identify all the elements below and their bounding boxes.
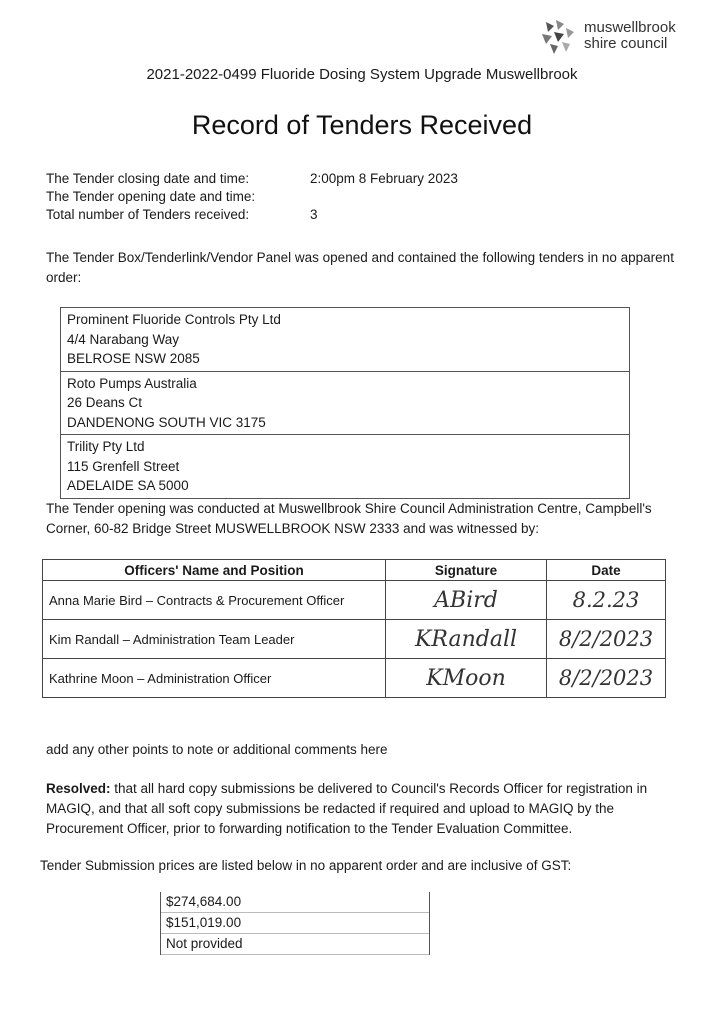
officers-header-row <box>43 560 666 581</box>
tenders-table <box>60 307 630 499</box>
tender-street: 4/4 Narabang Way <box>67 331 180 347</box>
officer-name: Anna Marie Bird – Contracts & Procurement Officer <box>43 581 386 620</box>
closing-value: 2:00pm 8 February 2023 <box>310 171 458 186</box>
logo-line-2: shire council <box>584 35 668 52</box>
table-row <box>43 581 666 620</box>
resolved-text: that all hard copy submissions be delivered to Council's Records Officer for registration in MAGIQ, and that all soft copy submissions be redacted if required and upload to MAGIQ by the Procurement Officer, prior to forwarding notification to the Tender Evaluation Committee. <box>46 781 648 836</box>
tender-street: 26 Deans Ct <box>67 395 143 410</box>
col-header-date: Date <box>547 560 666 581</box>
tender-name: Prominent Fluoride Controls Pty Ltd <box>67 312 281 327</box>
signed-date: 8/2/2023 <box>547 620 666 659</box>
resolved-paragraph <box>46 779 676 839</box>
price-entry: Not provided <box>161 934 429 955</box>
signature: KRandall <box>386 620 547 659</box>
officer-name: Kim Randall – Administration Team Leader <box>43 620 386 659</box>
tender-info <box>0 171 724 231</box>
prices-intro: Tender Submission prices are listed below in no apparent order and are inclusive of GST: <box>40 858 572 873</box>
tender-entry <box>61 308 629 372</box>
signature: KMoon <box>386 659 547 698</box>
tender-entry <box>61 372 629 436</box>
total-label: Total number of Tenders received: <box>46 207 250 222</box>
intro-paragraph: The Tender Box/Tenderlink/Vendor Panel was opened and contained the following tenders in no apparent order: <box>46 250 674 285</box>
price-entry: $151,019.00 <box>161 913 429 934</box>
logo-line-1: muswellbrook <box>584 19 676 36</box>
table-row <box>43 659 666 698</box>
col-header-name: Officers' Name and Position <box>43 560 386 581</box>
page-title: Record of Tenders Received <box>191 110 533 140</box>
opening-label: The Tender opening date and time: <box>46 189 256 204</box>
table-row <box>43 620 666 659</box>
tender-city: ADELAIDE SA 5000 <box>67 478 189 493</box>
council-logo <box>538 18 698 58</box>
logo-mark-icon <box>538 18 582 58</box>
officers-table <box>42 559 666 698</box>
notes-line: add any other points to note or additional comments here <box>46 742 388 757</box>
witness-paragraph: The Tender opening was conducted at Muswellbrook Shire Council Administration Centre, Campbell's Corner, 60-82 Bridge Street MUSWELLBROOK NSW 2333 and was witnessed by: <box>46 501 652 536</box>
prices-list <box>160 892 430 955</box>
project-title: 2021-2022-0499 Fluoride Dosing System Upgrade Muswellbrook <box>146 66 578 83</box>
tender-city: DANDENONG SOUTH VIC 3175 <box>67 414 266 430</box>
closing-label: The Tender closing date and time: <box>46 171 250 186</box>
price-entry: $274,684.00 <box>161 892 429 913</box>
signed-date: 8/2/2023 <box>547 659 666 698</box>
officer-name: Kathrine Moon – Administration Officer <box>43 659 386 698</box>
tender-entry <box>61 435 629 499</box>
tender-name: Trility Pty Ltd <box>67 439 145 454</box>
resolved-label: Resolved: <box>46 781 111 796</box>
signature: ABird <box>386 581 547 620</box>
tender-city: BELROSE NSW 2085 <box>67 351 200 366</box>
signed-date: 8.2.23 <box>547 581 666 620</box>
col-header-signature: Signature <box>386 560 547 581</box>
tender-name: Roto Pumps Australia <box>67 375 197 391</box>
total-value: 3 <box>310 207 318 222</box>
tender-street: 115 Grenfell Street <box>67 458 180 474</box>
